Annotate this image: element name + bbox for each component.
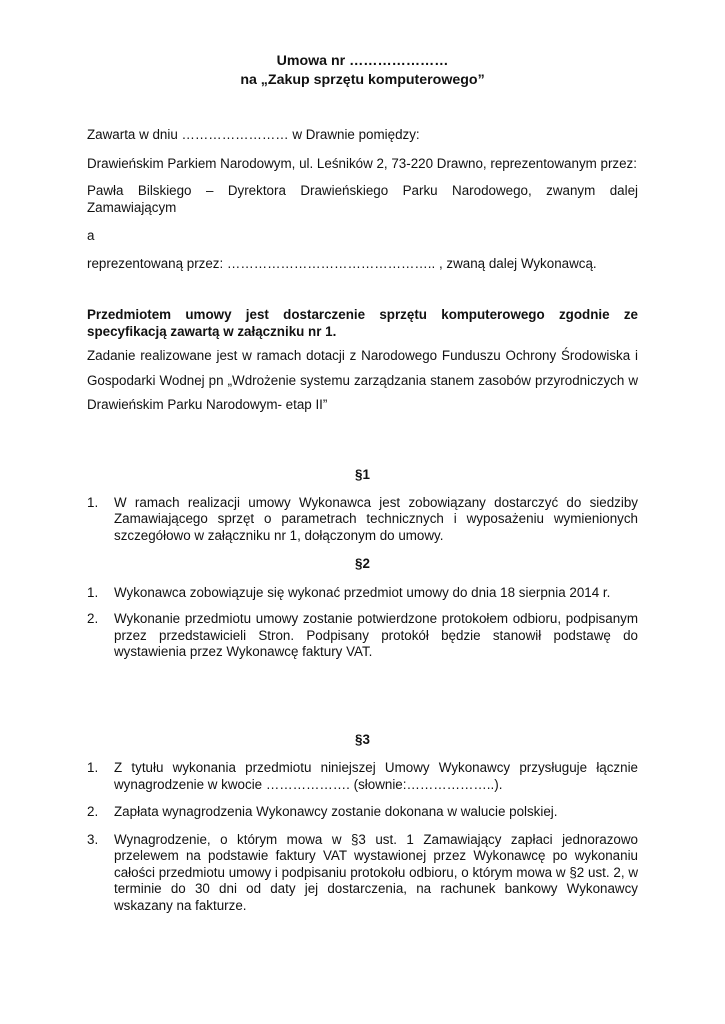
section-2-item-2	[87, 611, 638, 661]
intro-and-paragraph: a	[87, 228, 95, 243]
funding-line-2: Gospodarki Wodnej pn „Wdrożenie systemu zarządzania stanem zasobów przyrodniczych w	[87, 372, 638, 388]
title-line-2: na „Zakup sprzętu komputerowego”	[240, 72, 485, 88]
title-line-1: Umowa nr …………………	[276, 53, 449, 69]
representative-line-1: Pawła Bilskiego – Dyrektora Drawieńskiego Parku Narodowego, zwanym dalej	[87, 183, 638, 198]
item-number: 1.	[87, 584, 99, 600]
item-text: Z tytułu wykonania przedmiotu niniejszej Umowy Wykonawcy przysługuje łącznie wynagrodzenie w kwocie ………………. (słownie:………………..).	[114, 760, 638, 792]
intro-party-paragraph: Drawieńskim Parkiem Narodowym, ul. Leśników 2, 73-220 Drawno, reprezentowanym przez:	[87, 155, 637, 171]
section-3-heading: §3	[355, 731, 370, 747]
item-number: 1.	[87, 760, 99, 776]
item-number: 2.	[87, 611, 99, 627]
representative-line-2: Zamawiającym	[87, 199, 177, 215]
section-3-item-3	[87, 832, 638, 915]
subject-paragraph	[87, 307, 638, 340]
funding-line-3: Drawieńskim Parku Narodowym- etap II”	[87, 397, 328, 413]
section-2-item-1	[87, 585, 638, 602]
item-number: 3.	[87, 831, 99, 847]
item-text: Wynagrodzenie, o którym mowa w §3 ust. 1 Zamawiający zapłaci jednorazowo przelewem na podstawie faktury VAT wystawionej przez Wykonawcę po wykonaniu całości przedmiotu umowy i podpisaniu protokołu odbioru, o którym mowa w §2 ust. 2, w terminie do 30 dni od daty jej dostarczenia, na rachunek bankowy Wykonawcy wskazany na fakturze.	[114, 831, 638, 913]
section-2-heading: §2	[355, 556, 370, 572]
item-text: Wykonanie przedmiotu umowy zostanie potwierdzone protokołem odbioru, podpisanym przez przedstawicieli Stron. Podpisany protokół będzie stanowił podstawę do wystawienia przez Wykonawcę faktury VAT.	[114, 611, 638, 660]
intro-representative-paragraph	[87, 183, 638, 216]
subject-line-2: specyfikacją zawartą w załączniku nr 1.	[87, 323, 337, 339]
funding-line-1: Zadanie realizowane jest w ramach dotacji z Narodowego Funduszu Ochrony Środowiska i	[87, 348, 638, 363]
section-3-item-2	[87, 804, 638, 821]
section-1-heading: §1	[355, 467, 370, 483]
intro-contractor-paragraph: reprezentowaną przez: ……………………………………….. , zwaną dalej Wykonawcą.	[87, 255, 597, 271]
item-text: W ramach realizacji umowy Wykonawca jest zobowiązany dostarczyć do siedziby Zamawiającego sprzęt o parametrach technicznych i wyposażeniu wymienionych szczegółowo w załączniku nr 1, dołączonym do umowy.	[114, 494, 638, 543]
section-1-item-1	[87, 495, 638, 545]
item-text: Wykonawca zobowiązuje się wykonać przedmiot umowy do dnia 18 sierpnia 2014 r.	[114, 584, 611, 600]
funding-paragraph	[87, 344, 638, 418]
subject-line-1: Przedmiotem umowy jest dostarczenie sprzętu komputerowego zgodnie ze	[87, 307, 638, 322]
intro-date-paragraph: Zawarta w dniu …………………… w Drawnie pomiędzy:	[87, 127, 420, 142]
section-3-item-1	[87, 760, 638, 793]
item-number: 2.	[87, 804, 99, 820]
item-number: 1.	[87, 494, 99, 510]
item-text: Zapłata wynagrodzenia Wykonawcy zostanie dokonana w walucie polskiej.	[114, 804, 558, 820]
contract-document	[87, 52, 638, 914]
